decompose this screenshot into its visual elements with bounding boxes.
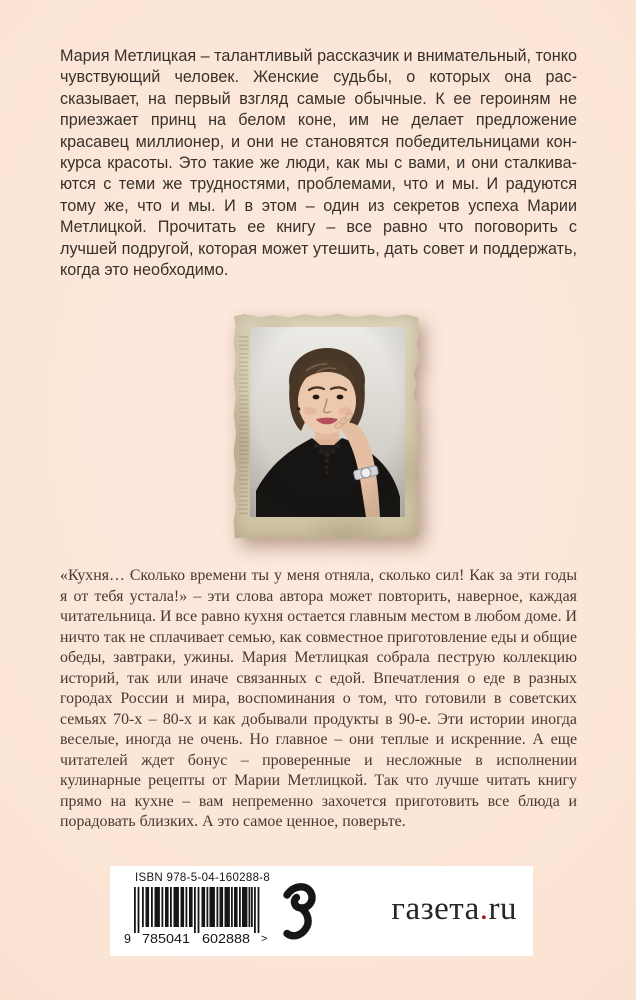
barcode-lead-digit: 9 <box>124 932 131 946</box>
author-photo <box>233 313 420 540</box>
gazeta-red-dot: . <box>479 891 489 928</box>
annotation-text: «Кухня… Сколько времени ты у меня отняла, сколько сил! Как за эти годы я от тебя устала!» – эти слова автора может повторить, наверное, каждая читательница. И все равно кухня остается главным местом в любом доме. И ничто так не сплачивает семью, как совместное приготовление еды и общие обеды, завтраки, ужины. Мария Метлицкая собрала пеструю коллекцию историй, так или иначе связанных с едой. Впечатления о еде в разных городах России и мира, воспоминания о том, что готовили в советских семьях 70-х – 80-х и как добывали продукты в 90-е. Эти истории иногда веселые, иногда не очень. Но главное – они теплые и искренние. А еще читателей ждет бонус – проверенные и несложные в исполнении кулинарные рецепты от Марии Метлицкой. Так что лучше читать книгу прямо на кухне – вам непременно захочется приготовить все блюда и порадовать близких. А это самое ценное, поверьте. <box>60 567 577 830</box>
footer-bar <box>110 866 533 956</box>
barcode-group1: 785041 <box>142 932 191 946</box>
author-intro-text: Мария Метлицкая – талантливый рассказчик и внимательный, тонко чувствующий человек. Женские судьбы, о которых она рассказывает, на первый взгляд самые обычные. К ее героиням не приезжает принц на белом коне, им не делает предложение красавец миллионер, и они не становятся победительницами конкурса красоты. Это такие же люди, как мы с вами, и они сталкиваются с теми же трудностями, проблемами, что и мы. И радуются тому же, что и мы. И в этом – один из секретов успеха Марии Метлицкой. Прочитать ее книгу – все равно что поговорить с лучшей подругой, которая может утешить, дать совет и поддержать, когда это необходимо. <box>60 47 577 280</box>
author-portrait-illustration <box>250 327 405 517</box>
torn-paper-background <box>233 313 420 540</box>
paper-print-texture <box>239 335 248 514</box>
gazeta-tld: ru <box>488 891 517 928</box>
barcode-suffix: > <box>261 933 268 945</box>
eksmo-publisher-logo-icon <box>278 879 318 941</box>
gazeta-name: газета <box>391 891 480 928</box>
barcode-group2: 602888 <box>202 932 251 946</box>
barcode <box>122 887 272 947</box>
isbn-label: ISBN 978-5-04-160288-8 <box>135 872 271 884</box>
gazeta-ru-logo <box>391 891 517 928</box>
